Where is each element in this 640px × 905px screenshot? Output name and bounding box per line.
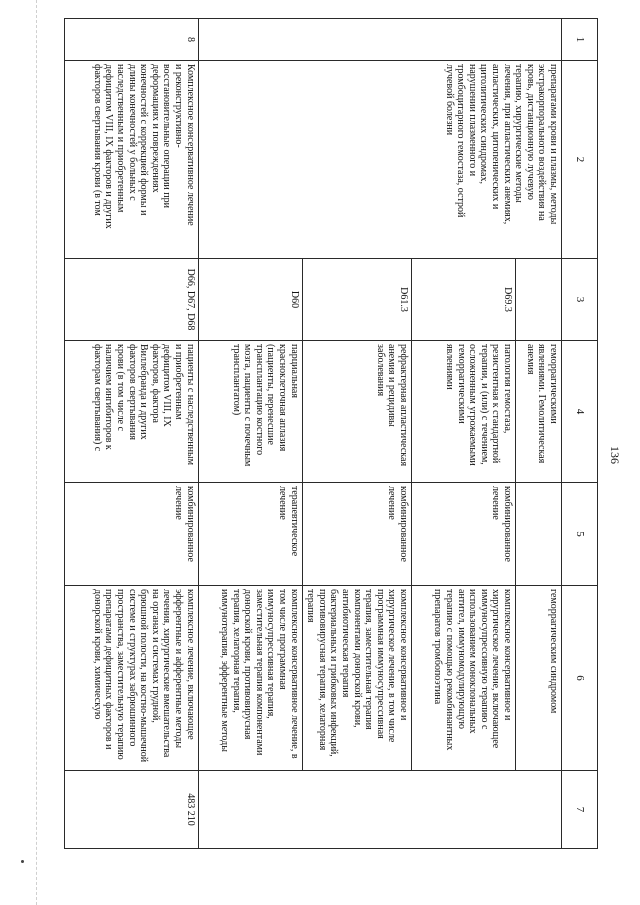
row-7b-treatment-type: комбинированное лечение [412,483,516,586]
column-number-3: 3 [562,259,598,341]
row-7b-treatment-method: комплексное консервативное и хирургическое лечение, включающее иммуносупрессивную терапию с использованием моноклональных антител, иммуномодулирующую терапию с помощью рекомбинантных препаратов тромбопоэтина [412,586,516,771]
table-row [64,19,198,849]
row-8-number: 8 [64,19,198,61]
row-7d-patient-model: парциальная красноклеточная аплазия (пациенты, перенесшие трансплантацию костного мозга, пациенты с почечным трансплантатом) [198,341,302,483]
column-number-1: 1 [562,19,598,61]
row-7b-patient-model: патология гемостаза, резистентная к стандартной терапии, и (или) с течением, осложненным угрожаемыми геморрагическими явлениями [412,341,516,483]
column-number-2: 2 [562,61,598,259]
row-7a-treatment-method: геморрагическим синдромом [516,586,562,771]
medical-care-table [64,18,598,849]
row-7-number-cell [198,19,561,61]
row-8-patient-model: пациенты с наследственным и приобретенным дефицитом VIII, IX факторов, фактора Виллебранда и других факторов свертывания крови (в том числе с наличием ингибиторов к факторам свертывания) с [64,341,198,483]
row-7d-treatment-type: терапевтическое лечение [198,483,302,586]
row-8-tariff: 483 210 [64,771,198,849]
row-7a-codes [516,259,562,341]
row-7-care-name: препаратами крови и плазмы, методы экстракорпорального воздействия на кровь, дистанционную лучевую терапию, хирургические методы лечения, при апластических анемиях, апластических, цитопенических и цитолитических синдромах, нарушении плазменного и тромбоцитарного гемостаза, острой лучевой болезни [198,61,561,259]
row-7a-treatment-type [516,483,562,586]
row-7c-treatment-type: комбинированное лечение [302,483,411,586]
row-7-tariff-cell [198,771,561,849]
scan-edge-line [36,0,37,905]
row-7b-codes: D69.3 [412,259,516,341]
table-row [516,19,562,849]
column-number-7: 7 [562,771,598,849]
row-8-codes: D66, D67, D68 [64,259,198,341]
row-8-care-name: Комплексное консервативное лечение и реконструктивно- восстановительные операции при деформациях и повреждениях конечностей с коррекцией формы и длины конечностей у больных с наследственным и приобретенным дефицитом VIII, IX факторов и других факторов свертывания крови (в том [64,61,198,259]
row-7c-codes: D61.3 [302,259,411,341]
row-7d-codes: D60 [198,259,302,341]
row-7d-treatment-method: комплексное консервативное лечение, в том числе программная иммуносупрессивная терапия, заместительная терапия компонентами донорской крови, противовирусная терапия, хелаторная терапия, иммунотерапия, эфферентные методы [198,586,302,771]
column-number-6: 6 [562,586,598,771]
scan-speck [21,860,24,863]
row-7c-treatment-method: комплексное консервативное и хирургическое лечение, в том числе программная иммуносупрессивная терапия, заместительная терапия компонентами донорской крови, антибиотическая терапия бактериальных и грибковых инфекций, противовирусная терапия, хелаторная терапия [302,586,411,771]
row-8-treatment-type: комбинированное лечение [64,483,198,586]
row-7a-patient-model: геморрагическими явлениями. Гемолитическая анемия [516,341,562,483]
row-8-treatment-method: комплексное лечение, включающее эфферентные и афферентные методы лечения, хирургические вмешательства на органах и системах грудной, брюшной полости, на костно-мышечной системе и структурах забрюшинного пространства, заместительную терапию препаратами дефицитных факторов и донорской крови, химическую [64,586,198,771]
column-number-5: 5 [562,483,598,586]
page-number: 136 [608,446,622,464]
row-7c-patient-model: рефрактерная апластическая анемия и рецидивы заболевания [302,341,411,483]
table-header-row [562,19,598,849]
column-number-4: 4 [562,341,598,483]
